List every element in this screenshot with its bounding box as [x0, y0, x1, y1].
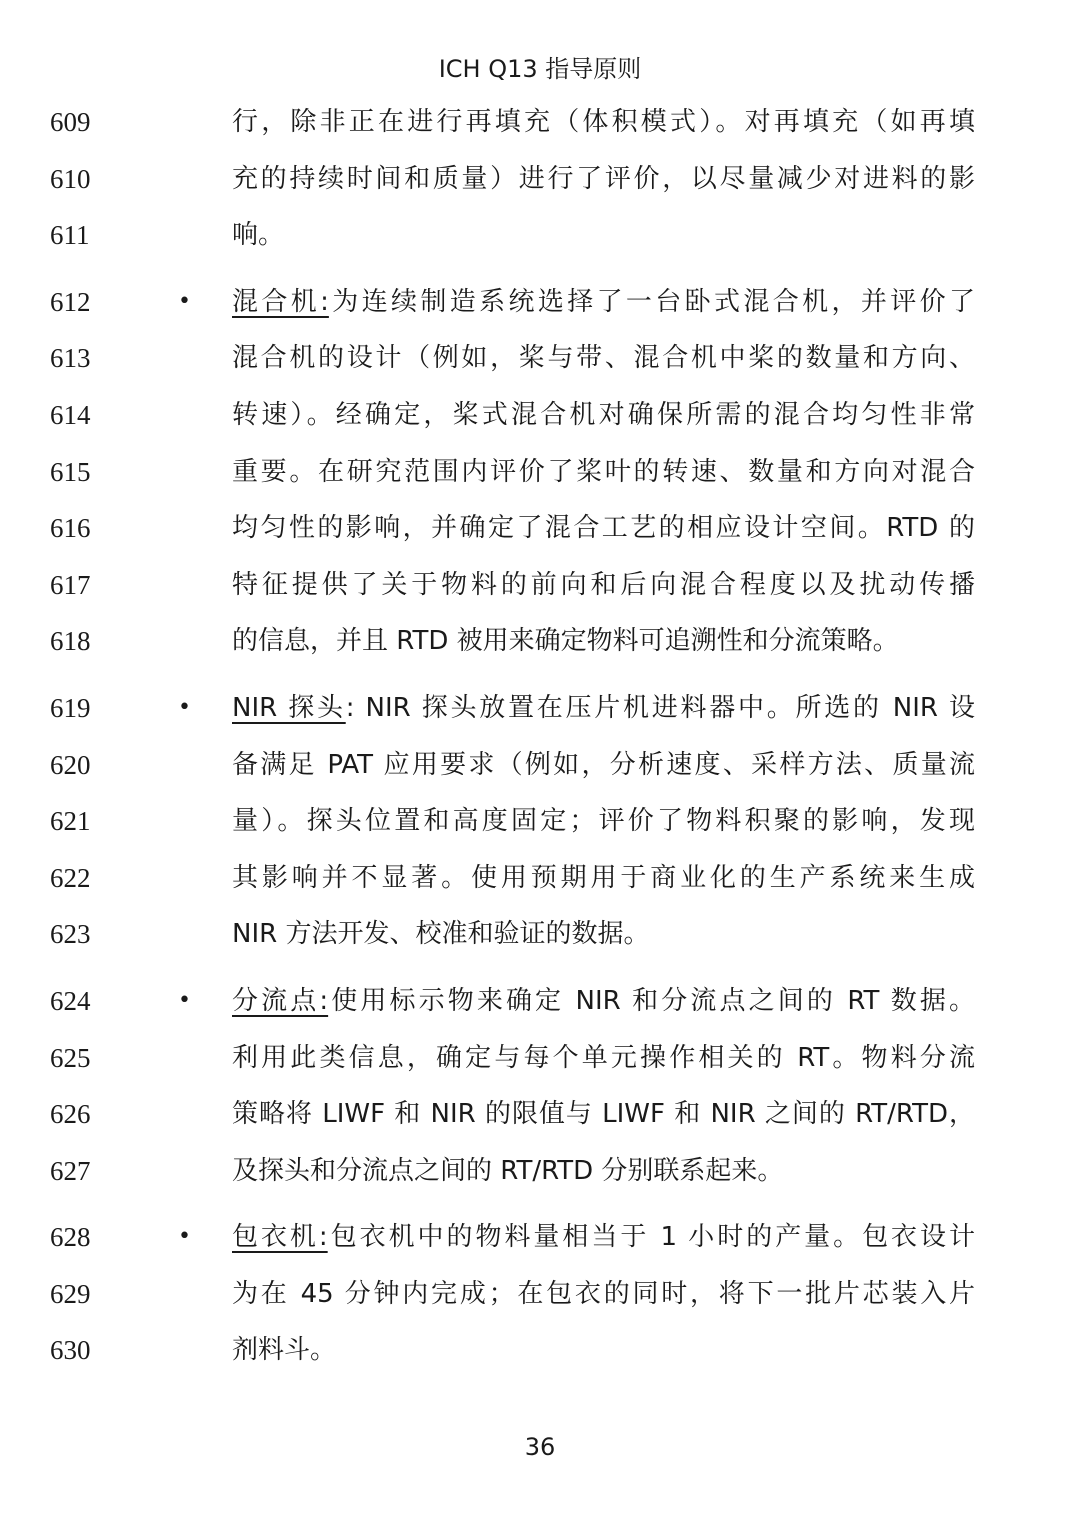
line-text: 充的持续时间和质量）进行了评价，以尽量减少对进料的影 — [232, 163, 975, 194]
line-number: 613 — [50, 343, 91, 374]
bullet-paragraph-mixer — [0, 274, 1080, 670]
line-number: 630 — [50, 1335, 91, 1366]
line-number: 624 — [50, 985, 91, 1016]
text-line — [0, 151, 1080, 208]
line-text — [232, 274, 975, 331]
text-line — [0, 387, 1080, 444]
line-text: 的信息，并且 RTD 被用来确定物料可追溯性和分流策略。 — [232, 626, 899, 657]
line-text — [232, 680, 975, 737]
line-number: 618 — [50, 626, 91, 657]
line-number: 616 — [50, 513, 91, 544]
document-body — [0, 94, 1080, 1379]
line-number: 617 — [50, 569, 91, 600]
line-text: 重要。在研究范围内评价了桨叶的转速、数量和方向对混合 — [232, 456, 975, 487]
text-line — [0, 1030, 1080, 1087]
line-text-rest: 为连续制造系统选择了一台卧式混合机，并评价了 — [328, 286, 975, 317]
text-line — [0, 94, 1080, 151]
bullet-paragraph-diversion-point — [0, 973, 1080, 1199]
text-line — [0, 330, 1080, 387]
line-text: 行，除非正在进行再填充（体积模式）。对再填充（如再填 — [232, 107, 975, 137]
line-number: 621 — [50, 806, 91, 837]
line-text — [232, 973, 975, 1030]
term-label: NIR 探头 — [232, 692, 346, 723]
line-number: 610 — [50, 163, 91, 194]
line-number: 609 — [50, 107, 91, 137]
page-number: 36 — [524, 1433, 556, 1461]
line-text: 策略将 LIWF 和 NIR 的限值与 LIWF 和 NIR 之间的 RT/RTD， — [232, 1099, 975, 1130]
line-number: 623 — [50, 919, 91, 950]
line-text-rest: 使用标示物来确定 NIR 和分流点之间的 RT 数据。 — [328, 985, 975, 1016]
bullet-paragraph-nir-probe — [0, 680, 1080, 963]
line-text: NIR 方法开发、校准和验证的数据。 — [232, 919, 650, 950]
line-text: 剂料斗。 — [232, 1335, 337, 1366]
line-text-rest: : NIR 探头放置在压片机进料器中。所选的 NIR 设 — [345, 692, 975, 723]
text-line — [0, 274, 1080, 331]
line-text: 特征提供了关于物料的前向和后向混合程度以及扰动传播 — [232, 569, 975, 600]
text-line — [0, 906, 1080, 963]
line-number: 626 — [50, 1099, 91, 1130]
text-line — [0, 973, 1080, 1030]
text-line — [0, 793, 1080, 850]
line-text: 混合机的设计（例如，桨与带、混合机中桨的数量和方向、 — [232, 343, 975, 374]
line-number: 628 — [50, 1222, 91, 1253]
bullet-icon: • — [178, 987, 191, 1013]
paragraph — [0, 94, 1080, 264]
line-text: 利用此类信息，确定与每个单元操作相关的 RT。物料分流 — [232, 1042, 975, 1073]
line-text: 转速）。经确定，桨式混合机对确保所需的混合均匀性非常 — [232, 399, 975, 430]
text-line — [0, 1086, 1080, 1143]
bullet-icon: • — [178, 288, 191, 314]
bullet-paragraph-coater — [0, 1209, 1080, 1379]
bullet-icon: • — [178, 694, 191, 720]
line-text: 响。 — [232, 220, 285, 251]
line-number: 612 — [50, 286, 91, 317]
line-number: 627 — [50, 1155, 91, 1186]
line-number: 611 — [50, 220, 90, 251]
text-line — [0, 737, 1080, 794]
line-text: 量）。探头位置和高度固定；评价了物料积聚的影响，发现 — [232, 806, 975, 837]
line-number: 615 — [50, 456, 91, 487]
text-line — [0, 1266, 1080, 1323]
line-number: 625 — [50, 1042, 91, 1073]
term-label: 分流点: — [232, 985, 329, 1016]
line-number: 629 — [50, 1278, 91, 1309]
line-text: 及探头和分流点之间的 RT/RTD 分别联系起来。 — [232, 1155, 784, 1186]
text-line — [0, 1143, 1080, 1200]
text-line — [0, 500, 1080, 557]
text-line — [0, 444, 1080, 501]
page-header: ICH Q13 指导原则 — [438, 55, 642, 83]
text-line — [0, 680, 1080, 737]
term-label: 包衣机: — [232, 1222, 328, 1253]
line-number: 619 — [50, 692, 91, 723]
line-text: 备满足 PAT 应用要求（例如，分析速度、采样方法、质量流 — [232, 749, 975, 780]
line-text: 为在 45 分钟内完成；在包衣的同时，将下一批片芯装入片 — [232, 1278, 975, 1309]
text-line — [0, 1209, 1080, 1266]
text-line — [0, 613, 1080, 670]
line-number: 622 — [50, 862, 91, 893]
text-line — [0, 1322, 1080, 1379]
line-text — [232, 1209, 975, 1266]
text-line — [0, 850, 1080, 907]
term-label: 混合机: — [232, 286, 329, 317]
line-text-rest: 包衣机中的物料量相当于 1 小时的产量。包衣设计 — [327, 1222, 975, 1253]
line-number: 614 — [50, 399, 91, 430]
bullet-icon: • — [178, 1224, 191, 1250]
line-number: 620 — [50, 749, 91, 780]
line-text: 其影响并不显著。使用预期用于商业化的生产系统来生成 — [232, 862, 975, 893]
text-line — [0, 557, 1080, 614]
line-text: 均匀性的影响，并确定了混合工艺的相应设计空间。RTD 的 — [232, 513, 975, 544]
text-line — [0, 207, 1080, 264]
